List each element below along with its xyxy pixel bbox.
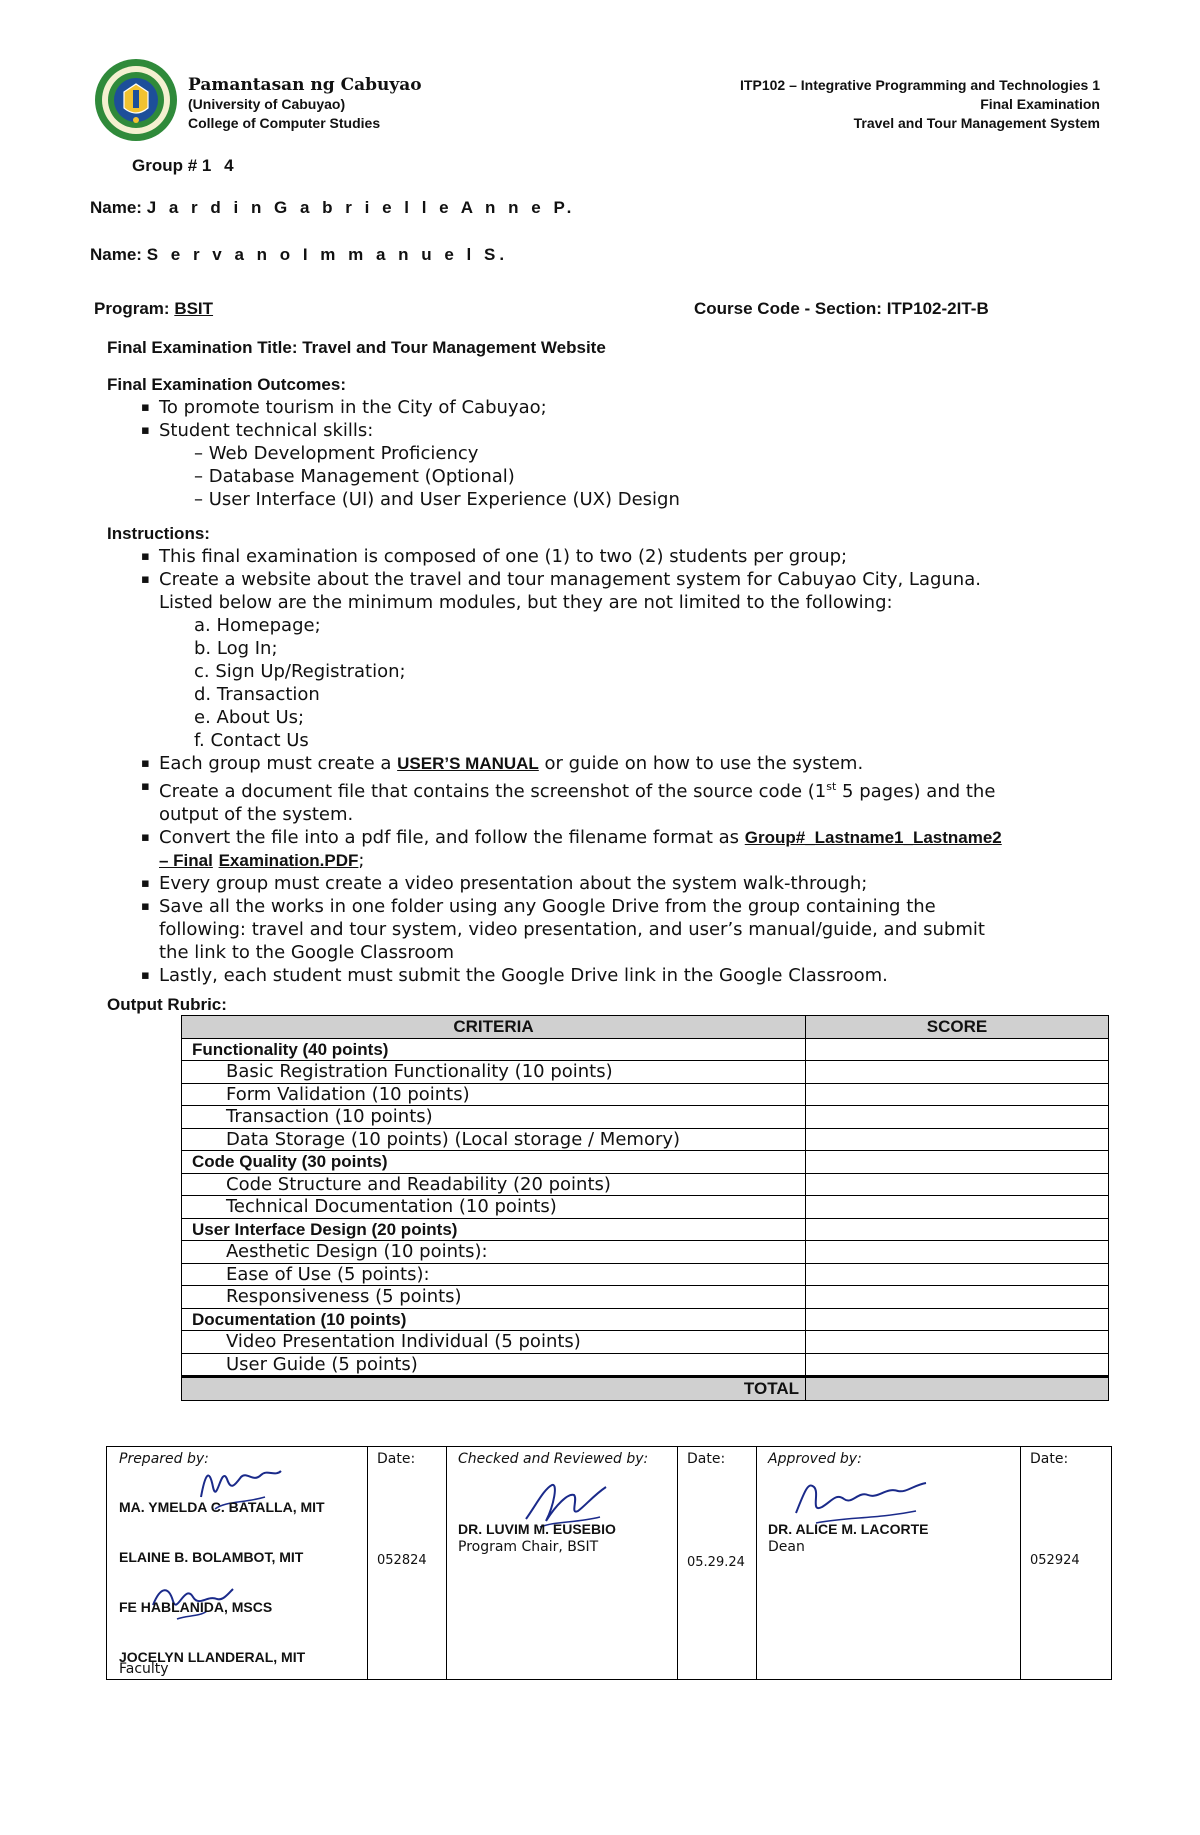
filename-format: Group#_Lastname1_Lastname2 <box>744 828 1002 847</box>
list-item: ▪ Create a website about the travel and tour management system for Cabuyao City, Laguna. <box>157 568 1002 591</box>
list-item: – Database Management (Optional) <box>194 466 515 487</box>
table-row <box>182 1218 1109 1241</box>
system-name: Travel and Tour Management System <box>853 115 1100 131</box>
course-section-field <box>694 299 989 319</box>
name-label: Name: <box>90 245 142 264</box>
score-cell[interactable] <box>806 1218 1109 1241</box>
score-cell[interactable] <box>806 1128 1109 1151</box>
outcomes-list <box>157 396 680 511</box>
total-score-cell[interactable] <box>806 1377 1109 1401</box>
course-title: ITP102 – Integrative Programming and Technologies 1 <box>740 77 1100 93</box>
criteria-item: Basic Registration Functionality (10 points) <box>182 1061 806 1084</box>
group-field <box>132 156 238 176</box>
date-label: Date: <box>687 1451 726 1467</box>
list-item: ▪ Save all the works in one folder using any Google Drive from the group containing the <box>157 895 1002 918</box>
date-label: Date: <box>1030 1451 1069 1467</box>
program-value: BSIT <box>174 299 214 318</box>
checked-column <box>446 1447 678 1679</box>
score-cell[interactable] <box>806 1151 1109 1174</box>
course-section-label: Course Code - Section: <box>694 299 882 318</box>
instructions-list <box>157 545 1002 987</box>
approver-name: DR. ALICE M. LACORTE <box>768 1521 929 1537</box>
list-item-continuation: following: travel and tour system, video presentation, and user’s manual/guide, and submit <box>159 919 985 940</box>
score-cell[interactable] <box>806 1263 1109 1286</box>
list-item <box>157 826 1002 849</box>
users-manual-emphasis: USER’S MANUAL <box>397 754 539 773</box>
prepared-column <box>107 1447 368 1679</box>
date-column-1 <box>367 1447 447 1679</box>
preparer-name: MA. YMELDA C. BATALLA, MIT <box>119 1499 325 1515</box>
university-seal-icon <box>94 58 178 142</box>
score-cell[interactable] <box>806 1061 1109 1084</box>
exam-title-value: Travel and Tour Management Website <box>302 338 606 357</box>
score-header: SCORE <box>806 1016 1109 1039</box>
module-item: a. Homepage; <box>194 615 321 636</box>
signature-block <box>106 1446 1112 1680</box>
text: Create a document file that contains the screenshot of the source code (1 <box>159 781 827 802</box>
score-cell[interactable] <box>806 1241 1109 1264</box>
table-row <box>182 1241 1109 1264</box>
score-cell[interactable] <box>806 1286 1109 1309</box>
name-field-2 <box>90 245 508 265</box>
date-column-2 <box>677 1447 757 1679</box>
criteria-item: User Guide (5 points) <box>182 1353 806 1377</box>
date-column-3 <box>1020 1447 1111 1679</box>
list-item: ▪ This final examination is composed of one (1) to two (2) students per group; <box>157 545 1002 568</box>
list-item-continuation: output of the system. <box>159 804 354 825</box>
table-row <box>182 1106 1109 1129</box>
criteria-item: Form Validation (10 points) <box>182 1083 806 1106</box>
list-item: – User Interface (UI) and User Experience (UX) Design <box>194 489 680 510</box>
approved-column <box>756 1447 1021 1679</box>
program-label: Program: <box>94 299 170 318</box>
score-cell[interactable] <box>806 1173 1109 1196</box>
superscript: st <box>826 780 837 793</box>
score-cell[interactable] <box>806 1196 1109 1219</box>
name-field-1 <box>90 198 575 218</box>
name-label: Name: <box>90 198 142 217</box>
instructions-heading: Instructions: <box>107 524 210 543</box>
score-cell[interactable] <box>806 1353 1109 1377</box>
criteria-item: Aesthetic Design (10 points): <box>182 1241 806 1264</box>
outcomes-heading: Final Examination Outcomes: <box>107 375 346 394</box>
score-cell[interactable] <box>806 1083 1109 1106</box>
university-english: (University of Cabuyao) <box>188 96 346 112</box>
table-row <box>182 1353 1109 1377</box>
course-header <box>740 76 1100 133</box>
university-block <box>188 76 422 133</box>
list-item: ▪ Lastly, each student must submit the Google Drive link in the Google Classroom. <box>157 964 1002 987</box>
list-item: – Web Development Proficiency <box>194 443 479 464</box>
rubric-heading: Output Rubric: <box>107 995 227 1014</box>
module-item: b. Log In; <box>194 638 278 659</box>
student-name-1: J a r d i n G a b r i e l l e A n n e P. <box>146 198 576 217</box>
reviewer-name: DR. LUVIM M. EUSEBIO <box>458 1521 616 1537</box>
approver-role: Dean <box>768 1539 805 1555</box>
table-row <box>182 1151 1109 1174</box>
criteria-item: Code Structure and Readability (20 points) <box>182 1173 806 1196</box>
table-row <box>182 1038 1109 1061</box>
total-label: TOTAL <box>182 1377 806 1401</box>
preparer-name: FE HABLANIDA, MSCS <box>119 1599 273 1615</box>
text: Convert the file into a pdf file, and follow the filename format as <box>159 827 745 848</box>
score-cell[interactable] <box>806 1038 1109 1061</box>
table-row <box>182 1173 1109 1196</box>
criteria-category: Documentation (10 points) <box>182 1308 806 1331</box>
list-item: ▪ Every group must create a video presentation about the system walk-through; <box>157 872 1002 895</box>
table-row <box>182 1128 1109 1151</box>
exam-name: Final Examination <box>980 96 1100 112</box>
criteria-item: Transaction (10 points) <box>182 1106 806 1129</box>
score-cell[interactable] <box>806 1308 1109 1331</box>
college-name: College of Computer Studies <box>188 115 381 131</box>
course-section-value: ITP102-2IT-B <box>886 299 989 318</box>
module-item: c. Sign Up/Registration; <box>194 661 406 682</box>
criteria-item: Technical Documentation (10 points) <box>182 1196 806 1219</box>
table-row <box>182 1331 1109 1354</box>
reviewer-role: Program Chair, BSIT <box>458 1539 599 1555</box>
table-row <box>182 1308 1109 1331</box>
table-row <box>182 1263 1109 1286</box>
total-row <box>182 1377 1109 1401</box>
preparer-role: Faculty <box>119 1661 169 1677</box>
program-field <box>94 299 213 319</box>
group-label: Group # <box>132 156 198 175</box>
prepared-label: Prepared by: <box>119 1451 209 1467</box>
list-item: ▪ To promote tourism in the City of Cabuyao; <box>157 396 680 419</box>
preparer-name: JOCELYN LLANDERAL, MIT <box>119 1649 306 1665</box>
list-item-continuation <box>157 849 1002 872</box>
text: Each group must create a <box>159 753 398 774</box>
text: 5 pages) and the <box>836 781 996 802</box>
criteria-category: Functionality (40 points) <box>182 1038 806 1061</box>
list-item <box>157 775 1002 803</box>
score-cell[interactable] <box>806 1106 1109 1129</box>
date-label: Date: <box>377 1451 416 1467</box>
criteria-item: Responsiveness (5 points) <box>182 1286 806 1309</box>
criteria-item: Ease of Use (5 points): <box>182 1263 806 1286</box>
table-row <box>182 1061 1109 1084</box>
date-value-3: 052924 <box>1030 1553 1080 1568</box>
preparer-name: ELAINE B. BOLAMBOT, MIT <box>119 1549 304 1565</box>
rubric-table <box>181 1015 1109 1401</box>
table-row <box>182 1083 1109 1106</box>
table-row <box>182 1286 1109 1309</box>
criteria-header: CRITERIA <box>182 1016 806 1039</box>
score-cell[interactable] <box>806 1331 1109 1354</box>
module-item: e. About Us; <box>194 707 305 728</box>
checked-label: Checked and Reviewed by: <box>458 1451 649 1467</box>
date-value-2: 05.29.24 <box>687 1555 745 1570</box>
filename-format: – Final <box>159 851 213 870</box>
list-item-continuation: Listed below are the minimum modules, but they are not limited to the following: <box>159 592 893 613</box>
group-number: 1 4 <box>201 156 238 175</box>
criteria-category: Code Quality (30 points) <box>182 1151 806 1174</box>
module-item: d. Transaction <box>194 684 320 705</box>
list-item-continuation: the link to the Google Classroom <box>159 942 454 963</box>
student-name-2: S e r v a n o I m m a n u e l S. <box>146 245 509 264</box>
criteria-category: User Interface Design (20 points) <box>182 1218 806 1241</box>
criteria-item: Video Presentation Individual (5 points) <box>182 1331 806 1354</box>
date-value-1: 052824 <box>377 1553 427 1568</box>
module-item: f. Contact Us <box>194 730 309 751</box>
text: or guide on how to use the system. <box>538 753 864 774</box>
criteria-item: Data Storage (10 points) (Local storage / Memory) <box>182 1128 806 1151</box>
list-item: ▪ Student technical skills: <box>157 419 680 442</box>
university-name: Pamantasan ng Cabuyao <box>188 75 422 95</box>
exam-title-label: Final Examination Title: <box>107 338 298 357</box>
filename-format: Examination.PDF <box>218 851 359 870</box>
table-header-row <box>182 1016 1109 1039</box>
text: ; <box>358 850 365 871</box>
exam-title-field <box>107 338 606 358</box>
table-row <box>182 1196 1109 1219</box>
list-item <box>157 752 1002 775</box>
approved-label: Approved by: <box>768 1451 862 1467</box>
